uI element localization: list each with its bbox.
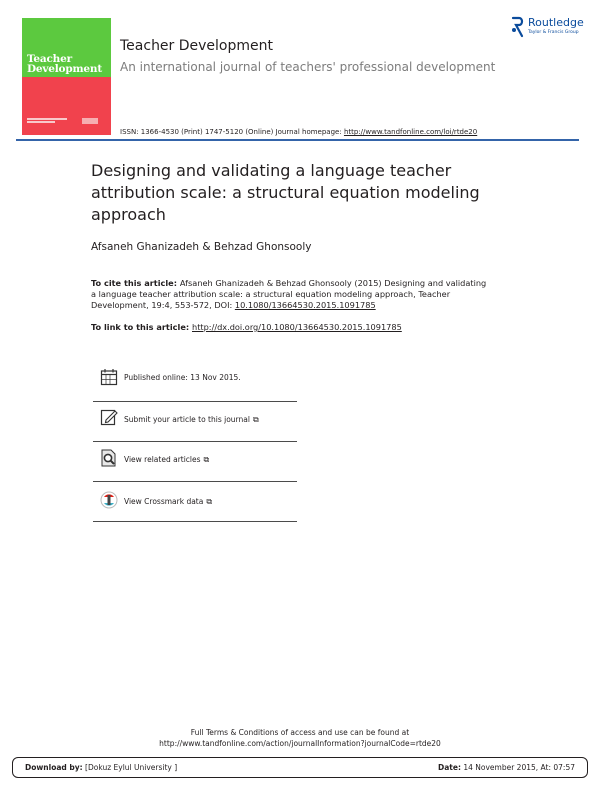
journal-title: Teacher Development xyxy=(120,38,274,54)
journal-homepage-link[interactable]: http://www.tandfonline.com/loi/rtde20 xyxy=(343,128,478,136)
terms-line-1: Full Terms & Conditions of access and use can be found at xyxy=(190,728,410,737)
journal-subtitle: An international journal of teachers' professional development xyxy=(120,60,496,74)
doi-link[interactable]: 10.1080/13664530.2015.1091785 xyxy=(234,300,376,310)
article-title: Designing and validating a language teacher attribution scale: a structural equation modeling approach xyxy=(91,161,480,224)
external-link-icon: ⧉ xyxy=(206,497,213,506)
crossmark-link[interactable] xyxy=(124,497,212,507)
related-articles-label: View related articles xyxy=(124,455,201,464)
download-by xyxy=(25,763,177,772)
download-by-label: Download by: xyxy=(25,763,83,772)
cover-bottom-band xyxy=(22,77,111,135)
download-by-value: [Dokuz Eylul University ] xyxy=(82,763,178,772)
crossmark-icon xyxy=(100,491,118,509)
issn-text: ISSN: 1366-4530 (Print) 1747-5120 (Online) Journal homepage: xyxy=(120,128,344,136)
download-date-label: Date: xyxy=(438,763,461,772)
submit-article-row[interactable] xyxy=(93,402,297,442)
citation-label: To cite this article: xyxy=(91,278,180,288)
submit-article-label: Submit your article to this journal xyxy=(124,415,250,424)
published-online-text: Published online: 13 Nov 2015. xyxy=(124,373,241,382)
terms-block xyxy=(0,727,600,749)
issn-line xyxy=(120,128,477,136)
link-label: To link to this article: xyxy=(91,322,192,332)
published-online-row xyxy=(93,362,297,402)
cover-publisher-mark xyxy=(82,118,98,124)
publisher-logo xyxy=(511,15,591,41)
submit-article-link[interactable] xyxy=(124,415,259,425)
citation-text: Afsaneh Ghanizadeh & Behzad Ghonsooly (2015) Designing and validating a language teacher attribution scale: a structural equation modeling approach, Teacher Development, 19:4, 553-572, DOI: xyxy=(91,278,487,310)
search-document-icon xyxy=(100,449,118,467)
related-articles-link[interactable] xyxy=(124,455,209,465)
article-authors: Afsaneh Ghanizadeh & Behzad Ghonsooly xyxy=(91,241,312,253)
related-articles-row[interactable] xyxy=(93,442,297,482)
download-info-box xyxy=(12,757,588,778)
journal-cover xyxy=(22,18,111,135)
article-link-line xyxy=(91,322,402,332)
cover-title: Teacher Development xyxy=(27,53,102,75)
terms-url[interactable]: http://www.tandfonline.com/action/journalInformation?journalCode=rtde20 xyxy=(159,739,441,748)
publisher-name: Routledge xyxy=(528,16,584,29)
download-date xyxy=(438,763,575,772)
crossmark-label: View Crossmark data xyxy=(124,497,204,506)
calendar-icon xyxy=(100,368,118,386)
download-date-value: 14 November 2015, At: 07:57 xyxy=(460,763,575,772)
routledge-r-icon xyxy=(511,16,525,38)
edit-icon xyxy=(100,408,118,426)
citation xyxy=(91,278,491,311)
publisher-tagline: Taylor & Francis Group xyxy=(528,30,579,35)
external-link-icon: ⧉ xyxy=(252,415,259,424)
external-link-icon: ⧉ xyxy=(203,455,210,464)
article-doi-url[interactable]: http://dx.doi.org/10.1080/13664530.2015.1091785 xyxy=(192,322,402,332)
crossmark-row[interactable] xyxy=(93,482,297,522)
header-rule xyxy=(16,139,579,141)
